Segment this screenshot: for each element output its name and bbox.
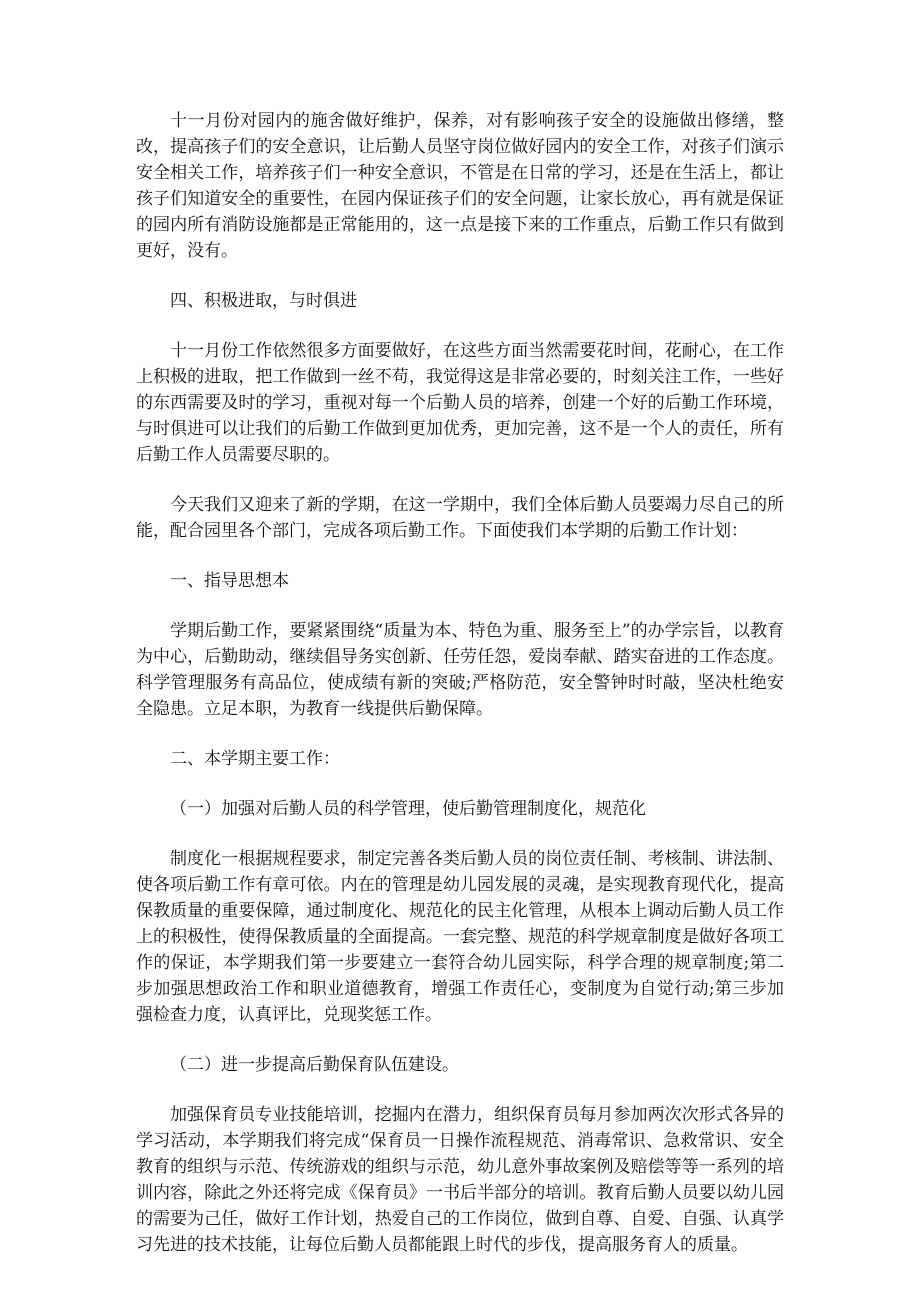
subsection-heading-2: （二）进一步提高后勤保育队伍建设。	[170, 1055, 459, 1075]
section-heading-2: 二、本学期主要工作：	[170, 749, 340, 769]
section-heading-1: 一、指导思想本	[170, 571, 289, 591]
paragraph-new-semester: 今天我们又迎来了新的学期，在这一学期中，我们全体后勤人员要竭力尽自己的所能，配合园里各个部门，完成各项后勤工作。下面使我们本学期的后勤工作计划：	[136, 495, 784, 541]
section-heading-4: 四、积极进取，与时俱进	[170, 291, 357, 311]
paragraph-facility-maintenance: 十一月份对园内的施舍做好维护，保养，对有影响孩子安全的设施做出修缮，整改，提高孩子们的安全意识，让后勤人员坚守岗位做好园内的安全工作，对孩子们演示安全相关工作，培养孩子们一种安全意识，不管是在日常的学习，还是在生活上，都让孩子们知道安全的重要性，在园内保证孩子们的安全问题，让家长放心，再有就是保证的园内所有消防设施都是正常能用的，这一点是接下来的工作重点，后勤工作只有做到更好，没有。	[136, 111, 784, 261]
paragraph-progress: 十一月份工作依然很多方面要做好，在这些方面当然需要花时间，花耐心，在工作上积极的进取，把工作做到一丝不苟，我觉得这是非常必要的，时刻关注工作，一些好的东西需要及时的学习，重视对每一个后勤人员的培养，创建一个好的后勤工作环境，与时俱进可以让我们的后勤工作做到更加优秀，更加完善，这不是一个人的责任，所有后勤工作人员需要尽职的。	[136, 341, 784, 465]
subsection-heading-1: （一）加强对后勤人员的科学管理，使后勤管理制度化，规范化	[170, 799, 646, 819]
paragraph-staff-training: 加强保育员专业技能培训，挖掘内在潜力，组织保育员每月参加两次次形式各异的学习活动，本学期我们将完成“保育员一日操作流程规范、消毒常识、急救常识、安全教育的组织与示范、传统游戏的组织与示范，幼儿意外事故案例及赔偿等等一系列的培训内容，除此之外还将完成《保育员》一书后半部分的培训。教育后勤人员要以幼儿园的需要为己任，做好工作计划，热爱自己的工作岗位，做到自尊、自爱、自强、认真学习先进的技术技能，让每位后勤人员都能跟上时代的步伐，提高服务育人的质量。	[136, 1105, 784, 1255]
document-page	[136, 108, 784, 1282]
paragraph-guiding-thought: 学期后勤工作，要紧紧围绕“质量为本、特色为重、服务至上”的办学宗旨，以教育为中心，后勤助动，继续倡导务实创新、任劳任怨，爱岗奉献、踏实奋进的工作态度。科学管理服务有高品位，使成绩有新的突破;严格防范，安全警钟时时敲，坚决杜绝安全隐患。立足本职，为教育一线提供后勤保障。	[136, 621, 784, 719]
paragraph-institutionalization: 制度化一根据规程要求，制定完善各类后勤人员的岗位责任制、考核制、讲法制、使各项后勤工作有章可依。内在的管理是幼儿园发展的灵魂，是实现教育现代化，提高保教质量的重要保障，通过制度化、规范化的民主化管理，从根本上调动后勤人员工作上的积极性，使得保教质量的全面提高。一套完整、规范的科学规章制度是做好各项工作的保证，本学期我们第一步要建立一套符合幼儿园实际，科学合理的规章制度;第二步加强思想政治工作和职业道德教育，增强工作责任心，变制度为自觉行动;第三步加强检查力度，认真评比，兑现奖惩工作。	[136, 849, 784, 1025]
